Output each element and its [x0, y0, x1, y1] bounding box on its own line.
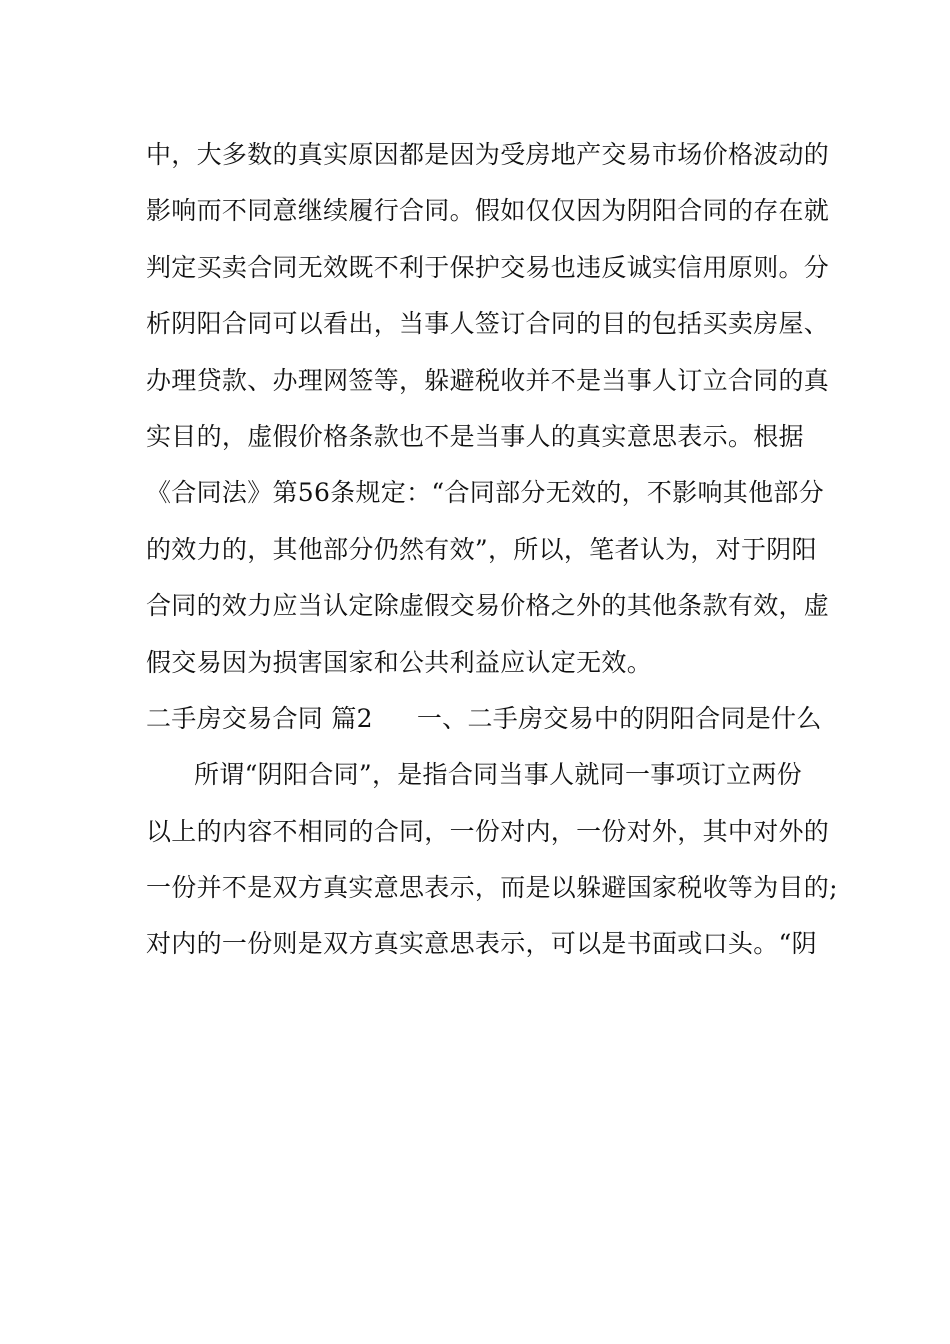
section-heading	[146, 691, 822, 747]
text-line: 析阴阳合同可以看出，当事人签订合同的目的包括买卖房屋、	[146, 309, 830, 339]
text-line: 以上的内容不相同的合同，一份对内，一份对外，其中对外的	[146, 816, 830, 846]
text-line: 合同的效力应当认定除虚假交易价格之外的其他条款有效，虚	[146, 591, 830, 621]
text-line: 中，大多数的真实原因都是因为受房地产交易市场价格波动的	[146, 140, 830, 169]
text-line: 实目的，虚假价格条款也不是当事人的真实意思表示。根据	[146, 421, 804, 451]
text-line: 对内的一份则是双方真实意思表示，可以是书面或口头。“阴	[146, 929, 817, 959]
text-line: 假交易因为损害国家和公共利益应认定无效。	[146, 647, 653, 677]
text-line: 影响而不同意继续履行合同。假如仅仅因为阴阳合同的存在就	[146, 196, 830, 226]
paragraph-2	[146, 747, 838, 973]
document-body	[146, 127, 838, 973]
paragraph-1	[146, 127, 830, 691]
heading-subtitle: 一、二手房交易中的阴阳合同是什么	[416, 703, 822, 733]
text-line: 一份并不是双方真实意思表示，而是以躲避国家税收等为目的;	[146, 873, 838, 903]
text-line: 的效力的，其他部分仍然有效”，所以，笔者认为，对于阴阳	[146, 534, 817, 564]
text-line: 判定买卖合同无效既不利于保护交易也违反诚实信用原则。分	[146, 252, 830, 282]
text-line: 办理贷款、办理网签等，躲避税收并不是当事人订立合同的真	[146, 365, 830, 395]
heading-title: 二手房交易合同 篇2	[146, 703, 373, 733]
text-line: 《合同法》第56条规定：“合同部分无效的，不影响其他部分	[146, 478, 824, 508]
text-line: 所谓“阴阳合同”，是指合同当事人就同一事项订立两份	[194, 760, 803, 790]
